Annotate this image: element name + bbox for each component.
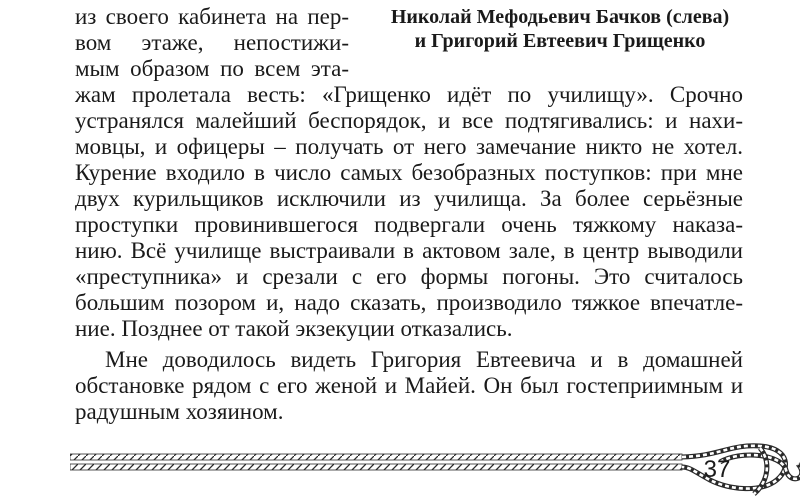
text-line: нию. Всё училище выстраивали в актовом зале, в центр выводили [75,238,743,263]
text-line: мым образом по всем эта- [75,56,349,81]
rope-knot-ornament-icon [70,440,800,502]
photo-caption-line-1: Николай Мефодьевич Бачков (слева) [390,6,730,28]
page-number: 37 [703,456,731,483]
text-line: проступки провинившегося подвергали очень тяжкому наказа- [75,212,743,237]
text-line: ние. Позднее от такой экзекуции отказались. [75,316,513,341]
text-line: мовцы, и офицеры – получать от него замечание никто не хотел. [75,134,743,159]
text-line: Курение входило в число самых безобразных поступков: при мне [75,160,743,185]
text-line: большим позором и, надо сказать, производило тяжкое впечатле- [75,290,743,315]
text-line: «преступника» и срезали с его формы погоны. Это считалось [75,264,743,289]
text-line: устранялся малейший беспорядок, и все подтягивались: и нахи- [75,108,743,133]
text-line: вом этаже, непостижи- [75,30,349,55]
text-line: двух курильщиков исключили из училища. За более серьёзные [75,186,743,211]
photo-caption-line-2: и Григорий Евтеевич Грищенко [414,30,706,52]
text-line: Мне доводилось видеть Григория Евтеевича и в домашней [105,347,743,372]
text-line: обстановке рядом с его женой и Майей. Он был гостеприимным и [75,373,743,398]
text-line: из своего кабинета на пер- [75,4,349,29]
text-line: радушным хозяином. [75,399,284,424]
text-line: жам пролетала весть: «Грищенко идёт по училищу». Срочно [75,82,743,107]
